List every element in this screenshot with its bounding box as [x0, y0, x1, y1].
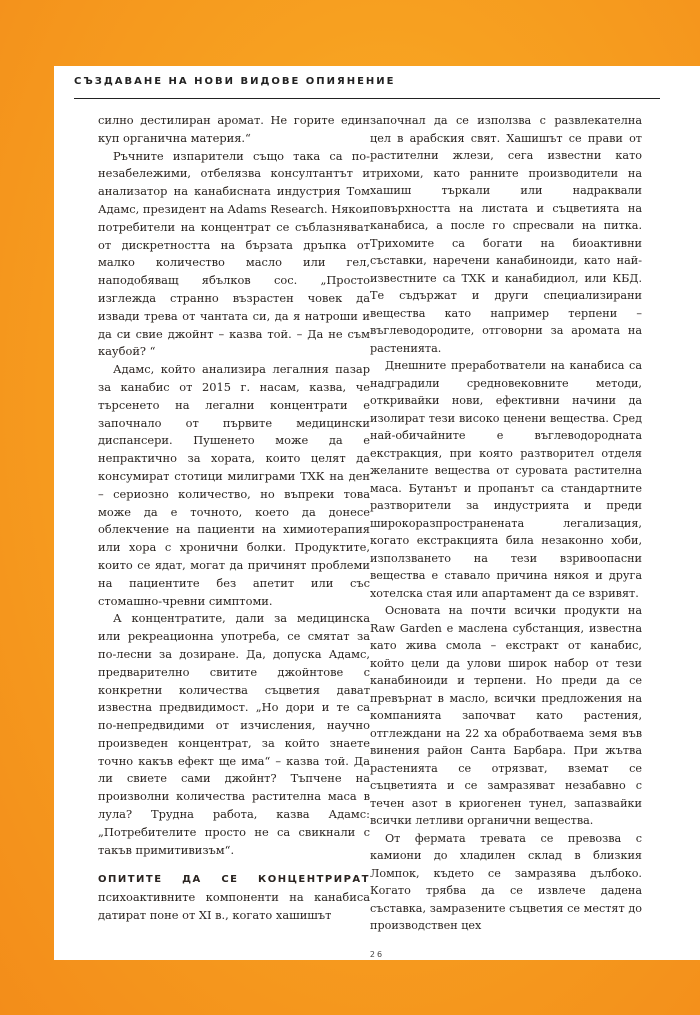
- paragraph: Ръчните изпарители също така са по-незабележими, отбелязва консултантът и анализатор на канабисната индустрия Том Адамс, президент на Adams Research. Някои потребители на концентрат се съблазняват от дискретността на бързата дръпка от малко количество масло или гел, наподобяващ ябълков сос. „Просто изглежда странно възрастен човек да извади трева от чантата си, да я натроши и да си свие джойнт – казва той. – Да не съм каубой? “: [98, 148, 370, 359]
- page-number: 26: [369, 950, 385, 959]
- paragraph: Днешните преработватели на канабиса са надградили средновековните методи, откривайки нови, ефективни начини да изолират тези високо ценени вещества. Сред най-обичайните е въглеводородната екстракция, при която разтворител отделя желаните вещества от суровата растителна маса. Бутанът и пропанът са стандартните разтворители за индустрията и преди широкоразпространената легализация, когато екстракцията била незаконно хоби, използването на тези взривоопасни вещества е ставало причина някоя и друга хотелска стая или апартамент да се взривят.: [370, 359, 642, 600]
- magazine-page: [54, 66, 700, 960]
- paragraph: Основата на почти всички продукти на Raw Garden е маслена субстанция, известна като жива смола – екстракт от канабис, който цели да улови широк набор от тези канабиноиди и терпени. Но преди да се превърнат в масло, всички предложения на компанията започват като растения, отглеждани на 22 ха обработваема земя във винения район Санта Барбара. При жътва растенията се отрязват, вземат се съцветията и се замразяват незабавно с течен азот в криогенен тунел, запазвайки всички летливи органични вещества.: [370, 604, 642, 827]
- article-column-left: [98, 112, 370, 925]
- header-divider: [74, 98, 660, 99]
- paragraph: силно дестилиран аромат. Не горите един куп органична материя.“: [98, 113, 370, 145]
- paragraph: Адамс, който анализира легалния пазар за канабис от 2015 г. насам, казва, че търсенето на легални концентрати е започнало от първите медицински диспансери. Пушенето може да е непрактично за хората, които целят да консумират стотици милиграми ТХК на ден – сериозно количество, но въпреки това може да е точното, което да донесе облекчение на пациенти на химиотерапия или хора с хронични болки. Продуктите, които се ядат, могат да причинят проблеми на пациентите без апетит или със стомашно-чревни симптоми.: [98, 362, 370, 608]
- paragraph: А концентратите, дали за медицинска или рекреационна употреба, се смятат за по-лесни за дозиране. Да, допуска Адамс, предварително свитите джойнтове с конкретни количества съцветия дават известна предвидимост. „Но дори и те са по-непредвидими от изчисления, научно произведен концентрат, за който знаете точно какъв ефект ще има“ – казва той. Да ли свиете сами джойнт? Тъпчене на произволни количества растителна маса в лула? Трудна работа, казва Адамс: „Потребителите просто не са свикнали с такъв примитивизъм“.: [98, 611, 370, 857]
- paragraph-text: психоактивните компоненти на канабиса датират поне от XI в., когато хашишът: [98, 890, 370, 923]
- subheading-lead: ОПИТИТЕ ДА СЕ КОНЦЕНТРИРАТ: [98, 874, 370, 886]
- paragraph: От фермата тревата се превозва с камиони до хладилен склад в близкия Ломпок, където се замразява дълбоко. Когато трябва да се извлече дадена съставка, замразените съцветия се местят до производствен цех: [370, 831, 642, 932]
- section-header: СЪЗДАВАНЕ НА НОВИ ВИДОВЕ ОПИЯНЕНИЕ: [74, 76, 396, 87]
- article-column-right: [370, 112, 642, 935]
- paragraph: започнал да се използва с развлекателна цел в арабския свят. Хашишът се прави от растителни жлези, сега известни като трихоми, като ранните производители на хашиш търкали или надраквали повърхността на листата и съцветията на канабиса, а после го спресвали на питка. Трихомите са богати на биоактивни съставки, наречени канабиноиди, като най-известните са ТХК и канабидиол, или КБД. Те съдържат и други специализирани вещества като например терпени – въглеводородите, отговорни за аромата на растенията.: [370, 114, 642, 355]
- paragraph: [98, 870, 370, 924]
